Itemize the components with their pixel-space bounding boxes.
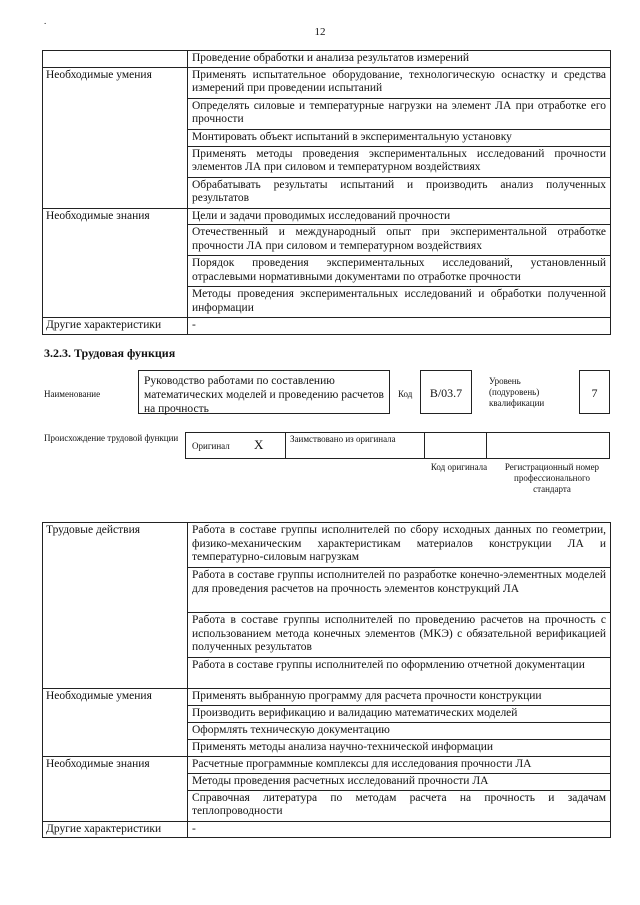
row-label: Необходимые умения (43, 689, 188, 757)
level-label: Уровень (подуровень) квалификации (489, 376, 545, 408)
original-mark: X (254, 437, 264, 452)
row-text: Порядок проведения экспериментальных исследований, установленный отраслевыми нормативными документами по отработке прочности (188, 256, 611, 287)
row-text: Определять силовые и температурные нагрузки на элемент ЛА при отработке его прочности (188, 98, 611, 129)
name-label: Наименование (44, 389, 101, 399)
function-name-box (138, 370, 390, 414)
row-text: Обрабатывать результаты испытаний и производить анализ полученных результатов (188, 177, 611, 208)
code-value: В/03.7 (429, 386, 463, 400)
origin-label: Происхождение трудовой функции (44, 433, 179, 443)
origin-box (185, 432, 610, 459)
row-text: Отечественный и международный опыт при экспериментальной отработке прочности ЛА при силовом и температурном воздействиях (188, 225, 611, 256)
row-label: Другие характеристики (43, 821, 188, 838)
row-label: Трудовые действия (43, 523, 188, 689)
row-text: Работа в составе группы исполнителей по проведению расчетов на прочность с использованием метода конечных элементов (МКЭ) с обязательной верификацией полученных результатов (188, 613, 611, 658)
row-text: Применять методы анализа научно-технической информации (188, 740, 611, 757)
row-text: Применять методы проведения экспериментальных исследований прочности элементов ЛА при силовом и температурном воздействиях (188, 146, 611, 177)
row-text: Применять выбранную программу для расчета прочности конструкции (188, 689, 611, 706)
level-value: 7 (591, 386, 598, 400)
code-label: Код (398, 389, 413, 399)
borrowed-label: Заимствовано из оригинала (290, 434, 396, 444)
origin-divider (285, 432, 286, 459)
row-text: Работа в составе группы исполнителей по разработке конечно-элементных моделей для проведения расчетов на прочность элементов конструкций ЛА (188, 568, 611, 613)
table-row (43, 689, 611, 706)
origin-divider-3 (486, 432, 487, 459)
table-row (43, 51, 611, 68)
origin-divider-2 (424, 432, 425, 459)
row-label: Необходимые знания (43, 756, 188, 821)
level-value-box (579, 370, 610, 414)
code-original-caption: Код оригинала (430, 462, 488, 472)
row-text: Производить верификацию и валидацию математических моделей (188, 706, 611, 723)
row-text: Работа в составе группы исполнителей по сбору исходных данных по геометрии, физико-механическим характеристикам материалов конструкции ЛА и температурно-силовым нагрузкам (188, 523, 611, 568)
original-label: Оригинал (192, 441, 230, 451)
row-text: Справочная литература по методам расчета на прочность и задачам теплопроводности (188, 790, 611, 821)
row-text: Методы проведения расчетных исследований прочности ЛА (188, 773, 611, 790)
row-text: Применять испытательное оборудование, технологическую оснастку и средства измерений при проведении испытаний (188, 67, 611, 98)
table-row (43, 208, 611, 225)
top-table (42, 50, 611, 335)
table-row (43, 821, 611, 838)
row-text: - (188, 821, 611, 838)
row-text: Цели и задачи проводимых исследований прочности (188, 208, 611, 225)
table-row (43, 67, 611, 98)
table-row (43, 756, 611, 773)
row-text: Расчетные программные комплексы для исследования прочности ЛА (188, 756, 611, 773)
row-label: Необходимые знания (43, 208, 188, 318)
row-text: Оформлять техническую документацию (188, 723, 611, 740)
function-name: Руководство работами по составлению математических моделей и проведению расчетов на прочность (144, 375, 384, 415)
section-heading: 3.2.3. Трудовая функция (44, 346, 176, 360)
row-text: Работа в составе группы исполнителей по оформлению отчетной документации (188, 658, 611, 689)
row-label: Необходимые умения (43, 67, 188, 208)
row-label (43, 51, 188, 68)
page-number: 12 (314, 26, 326, 38)
reg-number-caption: Регистрационный номер профессионального стандарта (504, 462, 600, 494)
row-text: Методы проведения экспериментальных исследований и обработки полученной информации (188, 287, 611, 318)
table-row (43, 523, 611, 568)
row-text: Монтировать объект испытаний в экспериментальную установку (188, 129, 611, 146)
row-text: - (188, 318, 611, 335)
bottom-table (42, 522, 611, 838)
code-value-box (420, 370, 472, 414)
table-row (43, 318, 611, 335)
row-text: Проведение обработки и анализа результатов измерений (188, 51, 611, 68)
row-label: Другие характеристики (43, 318, 188, 335)
page-mark: . (44, 16, 47, 26)
